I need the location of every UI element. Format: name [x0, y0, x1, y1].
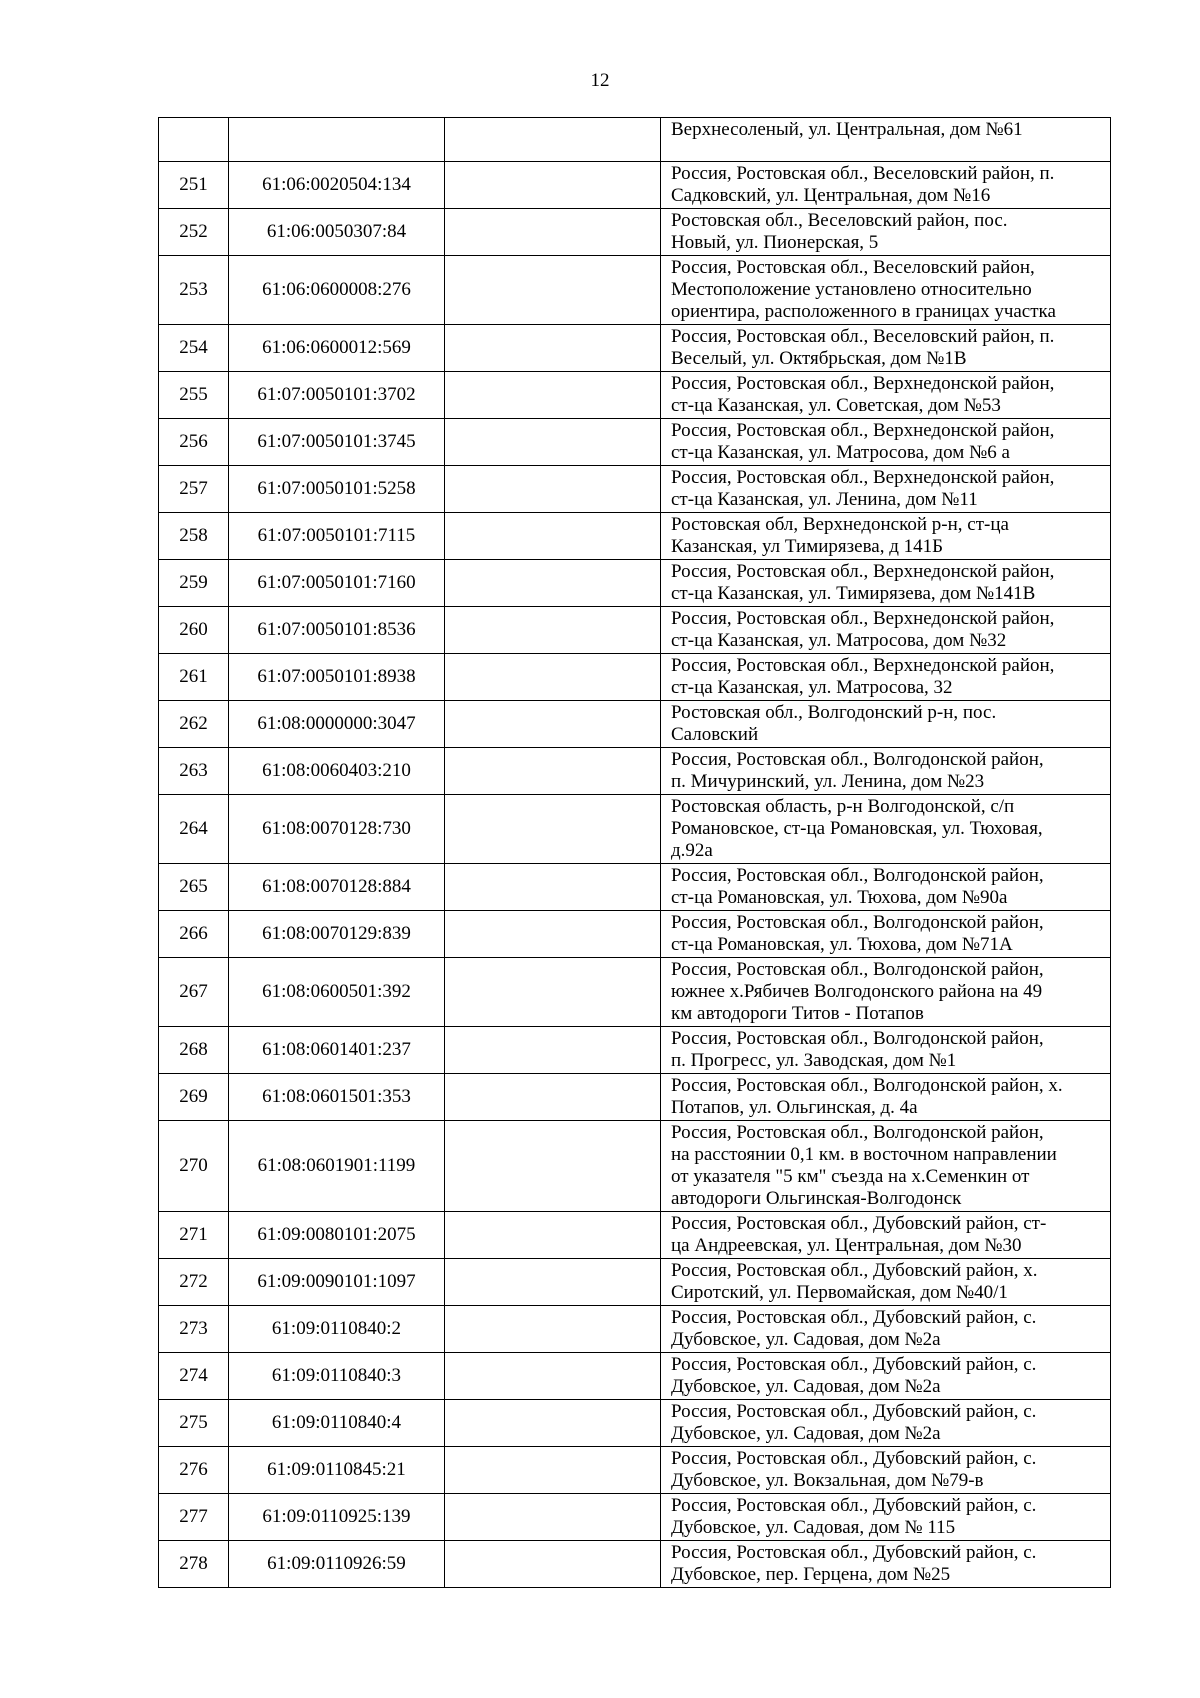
row-number-cell: 254	[159, 325, 229, 372]
cadastral-number-cell: 61:08:0600501:392	[229, 958, 445, 1027]
table-row	[159, 701, 1111, 748]
address-cell: Россия, Ростовская обл., Волгодонской район, п. Мичуринский, ул. Ленина, дом №23	[661, 748, 1111, 795]
table-row	[159, 864, 1111, 911]
address-cell: Россия, Ростовская обл., Веселовский район, п. Садковский, ул. Центральная, дом №16	[661, 162, 1111, 209]
row-number-cell: 256	[159, 419, 229, 466]
extra-cell	[445, 607, 661, 654]
cadastral-number-cell: 61:07:0050101:5258	[229, 466, 445, 513]
table-row	[159, 1353, 1111, 1400]
table-row	[159, 560, 1111, 607]
extra-cell	[445, 1027, 661, 1074]
row-number-cell: 276	[159, 1447, 229, 1494]
row-number-cell: 269	[159, 1074, 229, 1121]
row-number-cell: 274	[159, 1353, 229, 1400]
extra-cell	[445, 1447, 661, 1494]
extra-cell	[445, 513, 661, 560]
address-cell: Россия, Ростовская обл., Верхнедонской район, ст-ца Казанская, ул. Матросова, дом №6 а	[661, 419, 1111, 466]
row-number-cell: 268	[159, 1027, 229, 1074]
cadastral-number-cell: 61:08:0000000:3047	[229, 701, 445, 748]
table-row	[159, 654, 1111, 701]
cadastral-number-cell	[229, 118, 445, 162]
cadastral-number-cell: 61:08:0601401:237	[229, 1027, 445, 1074]
address-cell: Россия, Ростовская обл., Волгодонской район, п. Прогресс, ул. Заводская, дом №1	[661, 1027, 1111, 1074]
table-row	[159, 419, 1111, 466]
address-cell: Россия, Ростовская обл., Волгодонской район, ст-ца Романовская, ул. Тюхова, дом №71А	[661, 911, 1111, 958]
cadastral-number-cell: 61:07:0050101:7115	[229, 513, 445, 560]
row-number-cell: 265	[159, 864, 229, 911]
address-cell: Россия, Ростовская обл., Волгодонской район, южнее х.Рябичев Волгодонского района на 49 км автодороги Титов - Потапов	[661, 958, 1111, 1027]
address-cell: Россия, Ростовская обл., Дубовский район, с. Дубовское, ул. Садовая, дом №2а	[661, 1306, 1111, 1353]
cadastral-number-cell: 61:08:0070129:839	[229, 911, 445, 958]
row-number-cell: 255	[159, 372, 229, 419]
address-cell: Россия, Ростовская обл., Верхнедонской район, ст-ца Казанская, ул. Тимирязева, дом №141В	[661, 560, 1111, 607]
extra-cell	[445, 1494, 661, 1541]
table-row-continuation	[159, 118, 1111, 162]
row-number-cell: 262	[159, 701, 229, 748]
address-cell: Россия, Ростовская обл., Дубовский район, с. Дубовское, ул. Садовая, дом №2а	[661, 1400, 1111, 1447]
table-row	[159, 1121, 1111, 1212]
extra-cell	[445, 1212, 661, 1259]
cadastral-number-cell: 61:06:0050307:84	[229, 209, 445, 256]
cadastral-number-cell: 61:07:0050101:3745	[229, 419, 445, 466]
row-number-cell: 273	[159, 1306, 229, 1353]
cadastral-number-cell: 61:09:0110926:59	[229, 1541, 445, 1588]
address-cell: Россия, Ростовская обл., Дубовский район, с. Дубовское, пер. Герцена, дом №25	[661, 1541, 1111, 1588]
address-cell: Ростовская область, р-н Волгодонской, с/п Романовское, ст-ца Романовская, ул. Тюховая, д.92а	[661, 795, 1111, 864]
address-cell: Россия, Ростовская обл., Веселовский район, п. Веселый, ул. Октябрьская, дом №1В	[661, 325, 1111, 372]
extra-cell	[445, 466, 661, 513]
table-row	[159, 911, 1111, 958]
row-number-cell: 271	[159, 1212, 229, 1259]
address-cell: Россия, Ростовская обл., Волгодонской район, на расстоянии 0,1 км. в восточном направлении от указателя "5 км" съезда на х.Семенкин от автодороги Ольгинская-Волгодонск	[661, 1121, 1111, 1212]
address-cell: Россия, Ростовская обл., Дубовский район, с. Дубовское, ул. Садовая, дом № 115	[661, 1494, 1111, 1541]
address-cell: Россия, Ростовская обл., Волгодонской район, х. Потапов, ул. Ольгинская, д. 4а	[661, 1074, 1111, 1121]
extra-cell	[445, 419, 661, 466]
table-row	[159, 325, 1111, 372]
address-cell: Верхнесоленый, ул. Центральная, дом №61	[661, 118, 1111, 162]
table-row	[159, 162, 1111, 209]
table-row	[159, 466, 1111, 513]
table-row	[159, 748, 1111, 795]
row-number-cell: 259	[159, 560, 229, 607]
table-row	[159, 256, 1111, 325]
registry-body	[159, 118, 1111, 1588]
extra-cell	[445, 864, 661, 911]
row-number-cell: 275	[159, 1400, 229, 1447]
table-row	[159, 1027, 1111, 1074]
extra-cell	[445, 795, 661, 864]
extra-cell	[445, 654, 661, 701]
table-row	[159, 513, 1111, 560]
extra-cell	[445, 560, 661, 607]
row-number-cell: 252	[159, 209, 229, 256]
address-cell: Россия, Ростовская обл., Верхнедонской район, ст-ца Казанская, ул. Ленина, дом №11	[661, 466, 1111, 513]
extra-cell	[445, 1259, 661, 1306]
extra-cell	[445, 1074, 661, 1121]
row-number-cell: 253	[159, 256, 229, 325]
extra-cell	[445, 256, 661, 325]
cadastral-number-cell: 61:08:0070128:730	[229, 795, 445, 864]
row-number-cell: 266	[159, 911, 229, 958]
cadastral-number-cell: 61:09:0110840:2	[229, 1306, 445, 1353]
row-number-cell: 270	[159, 1121, 229, 1212]
extra-cell	[445, 701, 661, 748]
extra-cell	[445, 1121, 661, 1212]
cadastral-number-cell: 61:09:0090101:1097	[229, 1259, 445, 1306]
address-cell: Ростовская обл, Верхнедонской р-н, ст-ца Казанская, ул Тимирязева, д 141Б	[661, 513, 1111, 560]
cadastral-number-cell: 61:08:0060403:210	[229, 748, 445, 795]
address-cell: Россия, Ростовская обл., Дубовский район, х. Сиротский, ул. Первомайская, дом №40/1	[661, 1259, 1111, 1306]
table-row	[159, 607, 1111, 654]
extra-cell	[445, 748, 661, 795]
row-number-cell: 264	[159, 795, 229, 864]
extra-cell	[445, 162, 661, 209]
cadastral-number-cell: 61:09:0110840:4	[229, 1400, 445, 1447]
table-row	[159, 1447, 1111, 1494]
cadastral-number-cell: 61:06:0600012:569	[229, 325, 445, 372]
address-cell: Ростовская обл., Волгодонский р-н, пос. Саловский	[661, 701, 1111, 748]
table-row	[159, 795, 1111, 864]
row-number-cell	[159, 118, 229, 162]
row-number-cell: 261	[159, 654, 229, 701]
cadastral-number-cell: 61:09:0080101:2075	[229, 1212, 445, 1259]
extra-cell	[445, 1353, 661, 1400]
extra-cell	[445, 325, 661, 372]
extra-cell	[445, 118, 661, 162]
row-number-cell: 272	[159, 1259, 229, 1306]
extra-cell	[445, 1400, 661, 1447]
address-cell: Россия, Ростовская обл., Верхнедонской район, ст-ца Казанская, ул. Советская, дом №53	[661, 372, 1111, 419]
cadastral-number-cell: 61:07:0050101:8938	[229, 654, 445, 701]
address-cell: Россия, Ростовская обл., Дубовский район, с. Дубовское, ул. Вокзальная, дом №79-в	[661, 1447, 1111, 1494]
extra-cell	[445, 958, 661, 1027]
table-row	[159, 1400, 1111, 1447]
table-row	[159, 1212, 1111, 1259]
extra-cell	[445, 1306, 661, 1353]
cadastral-number-cell: 61:07:0050101:8536	[229, 607, 445, 654]
cadastral-number-cell: 61:06:0020504:134	[229, 162, 445, 209]
address-cell: Россия, Ростовская обл., Волгодонской район, ст-ца Романовская, ул. Тюхова, дом №90а	[661, 864, 1111, 911]
table-row	[159, 1494, 1111, 1541]
cadastral-number-cell: 61:07:0050101:3702	[229, 372, 445, 419]
cadastral-number-cell: 61:07:0050101:7160	[229, 560, 445, 607]
page-number: 12	[590, 70, 610, 91]
extra-cell	[445, 1541, 661, 1588]
address-cell: Ростовская обл., Веселовский район, пос. Новый, ул. Пионерская, 5	[661, 209, 1111, 256]
table-row	[159, 1074, 1111, 1121]
row-number-cell: 267	[159, 958, 229, 1027]
cadastral-number-cell: 61:08:0070128:884	[229, 864, 445, 911]
extra-cell	[445, 911, 661, 958]
row-number-cell: 258	[159, 513, 229, 560]
row-number-cell: 277	[159, 1494, 229, 1541]
extra-cell	[445, 372, 661, 419]
cadastral-number-cell: 61:09:0110840:3	[229, 1353, 445, 1400]
address-cell: Россия, Ростовская обл., Верхнедонской район, ст-ца Казанская, ул. Матросова, 32	[661, 654, 1111, 701]
table-row	[159, 1306, 1111, 1353]
extra-cell	[445, 209, 661, 256]
row-number-cell: 251	[159, 162, 229, 209]
row-number-cell: 278	[159, 1541, 229, 1588]
cadastral-number-cell: 61:09:0110925:139	[229, 1494, 445, 1541]
row-number-cell: 263	[159, 748, 229, 795]
cadastral-number-cell: 61:08:0601501:353	[229, 1074, 445, 1121]
row-number-cell: 260	[159, 607, 229, 654]
address-cell: Россия, Ростовская обл., Веселовский район, Местоположение установлено относительно ориентира, расположенного в границах участка	[661, 256, 1111, 325]
address-cell: Россия, Ростовская обл., Верхнедонской район, ст-ца Казанская, ул. Матросова, дом №32	[661, 607, 1111, 654]
property-registry-table	[158, 117, 1111, 1588]
cadastral-number-cell: 61:09:0110845:21	[229, 1447, 445, 1494]
table-row	[159, 1541, 1111, 1588]
table-row	[159, 1259, 1111, 1306]
row-number-cell: 257	[159, 466, 229, 513]
table-row	[159, 958, 1111, 1027]
cadastral-number-cell: 61:06:0600008:276	[229, 256, 445, 325]
table-row	[159, 372, 1111, 419]
address-cell: Россия, Ростовская обл., Дубовский район, с. Дубовское, ул. Садовая, дом №2а	[661, 1353, 1111, 1400]
table-row	[159, 209, 1111, 256]
cadastral-number-cell: 61:08:0601901:1199	[229, 1121, 445, 1212]
address-cell: Россия, Ростовская обл., Дубовский район, ст- ца Андреевская, ул. Центральная, дом №30	[661, 1212, 1111, 1259]
